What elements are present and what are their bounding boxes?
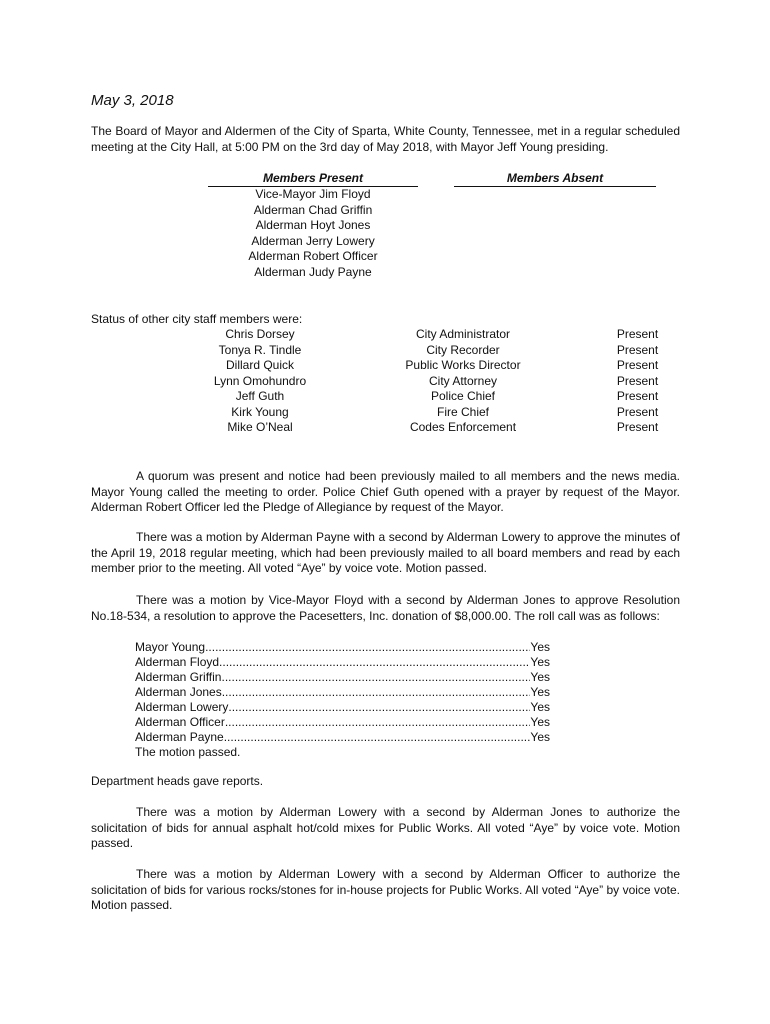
- roll-call-row: [135, 715, 550, 730]
- staff-status: Present: [616, 373, 659, 388]
- rocks-paragraph: There was a motion by Alderman Lowery with a second by Alderman Officer to authorize the solicitation of bids for various rocks/stones for in-house projects for Public Works. All voted “Aye” by voice vote. Motion passed.: [91, 867, 680, 912]
- staff-title: City Administrator: [415, 327, 511, 341]
- minutes-paragraph: There was a motion by Alderman Payne with a second by Alderman Lowery to approve the minutes of the April 19, 2018 regular meeting, which had been previously mailed to all board members and read by each member prior to the meeting. All voted “Aye” by voice vote. Motion passed.: [91, 530, 680, 575]
- roll-call-name: Alderman Payne: [135, 730, 224, 744]
- roll-call-vote: Yes: [530, 685, 550, 699]
- intro-paragraph: The Board of Mayor and Aldermen of the City of Sparta, White County, Tennessee, met in a regular scheduled meeting at the City Hall, at 5:00 PM on the 3rd day of May 2018, with Mayor Jeff Young presiding.: [91, 124, 680, 154]
- roll-call-name: Alderman Lowery: [135, 700, 229, 714]
- resolution-paragraph: There was a motion by Vice-Mayor Floyd with a second by Alderman Jones to approve Resolution No.18-534, a resolution to approve the Pacesetters, Inc. donation of $8,000.00. The roll call was as follows:: [91, 593, 680, 623]
- dot-leader: [225, 715, 531, 730]
- roll-call-vote: Yes: [530, 655, 550, 669]
- staff-status: Present: [616, 327, 659, 341]
- roll-call-name: Alderman Jones: [135, 685, 222, 699]
- dot-leader: [224, 730, 531, 745]
- asphalt-paragraph: There was a motion by Alderman Lowery with a second by Alderman Jones to authorize the solicitation of bids for annual asphalt hot/cold mixes for Public Works. All voted “Aye” by voice vote. Motion passed.: [91, 805, 680, 850]
- member-name: Alderman Robert Officer: [248, 249, 378, 264]
- member-name: Alderman Jerry Lowery: [251, 233, 375, 248]
- staff-name: Mike O’Neal: [227, 420, 293, 434]
- staff-name: Kirk Young: [231, 404, 289, 419]
- staff-name: Lynn Omohundro: [213, 373, 307, 388]
- roll-call-vote: Yes: [530, 715, 550, 729]
- dot-leader: [221, 670, 530, 685]
- roll-call-vote: Yes: [530, 640, 550, 654]
- dot-leader: [222, 685, 531, 700]
- staff-title: Public Works Director: [405, 358, 521, 372]
- roll-call-row: [135, 655, 550, 670]
- staff-status: Present: [616, 358, 659, 372]
- roll-call-row: [135, 685, 550, 700]
- staff-name: Dillard Quick: [225, 358, 294, 372]
- roll-call-name: Mayor Young: [135, 640, 206, 654]
- quorum-paragraph: A quorum was present and notice had been previously mailed to all members and the news media. Mayor Young called the meeting to order. Police Chief Guth opened with a prayer by request of the Mayor. Alderman Robert Officer led the Pledge of Allegiance by request of the Mayor.: [91, 469, 680, 514]
- members-present-list: [208, 187, 418, 281]
- member-name: Alderman Judy Payne: [254, 264, 372, 279]
- members-present-header: Members Present: [208, 171, 418, 187]
- staff-status: Present: [616, 420, 659, 434]
- staff-status: Present: [616, 404, 659, 419]
- roll-call-row: [135, 730, 550, 745]
- staff-title: City Attorney: [428, 373, 498, 388]
- staff-name: Tonya R. Tindle: [218, 342, 302, 357]
- roll-call-vote: Yes: [530, 730, 550, 744]
- staff-name: Jeff Guth: [235, 389, 285, 403]
- staff-intro: Status of other city staff members were:: [91, 312, 303, 326]
- roll-call-row: [135, 640, 550, 655]
- staff-title: Codes Enforcement: [409, 420, 517, 434]
- members-absent-header: Members Absent: [454, 171, 656, 187]
- staff-status: Present: [616, 389, 659, 403]
- member-name: Alderman Hoyt Jones: [255, 218, 371, 233]
- dot-leader: [228, 700, 530, 715]
- roll-call-vote: Yes: [530, 700, 550, 714]
- roll-call-list: [135, 640, 550, 760]
- meeting-date: May 3, 2018: [91, 92, 174, 109]
- staff-title: City Recorder: [426, 342, 500, 357]
- member-name: Vice-Mayor Jim Floyd: [255, 187, 371, 201]
- roll-call-vote: Yes: [530, 670, 550, 684]
- department-reports: Department heads gave reports.: [91, 774, 264, 788]
- dot-leader: [205, 640, 530, 655]
- staff-title: Police Chief: [430, 389, 496, 403]
- roll-call-name: Alderman Griffin: [135, 670, 222, 684]
- dot-leader: [219, 655, 530, 670]
- staff-status: Present: [616, 342, 659, 357]
- roll-call-name: Alderman Floyd: [135, 655, 220, 669]
- roll-call-row: [135, 700, 550, 715]
- roll-call-name: Alderman Officer: [135, 715, 225, 729]
- staff-name: Chris Dorsey: [225, 327, 295, 341]
- motion-passed-text: The motion passed.: [135, 745, 241, 759]
- roll-call-row: [135, 670, 550, 685]
- member-name: Alderman Chad Griffin: [253, 202, 373, 217]
- staff-title: Fire Chief: [436, 404, 489, 419]
